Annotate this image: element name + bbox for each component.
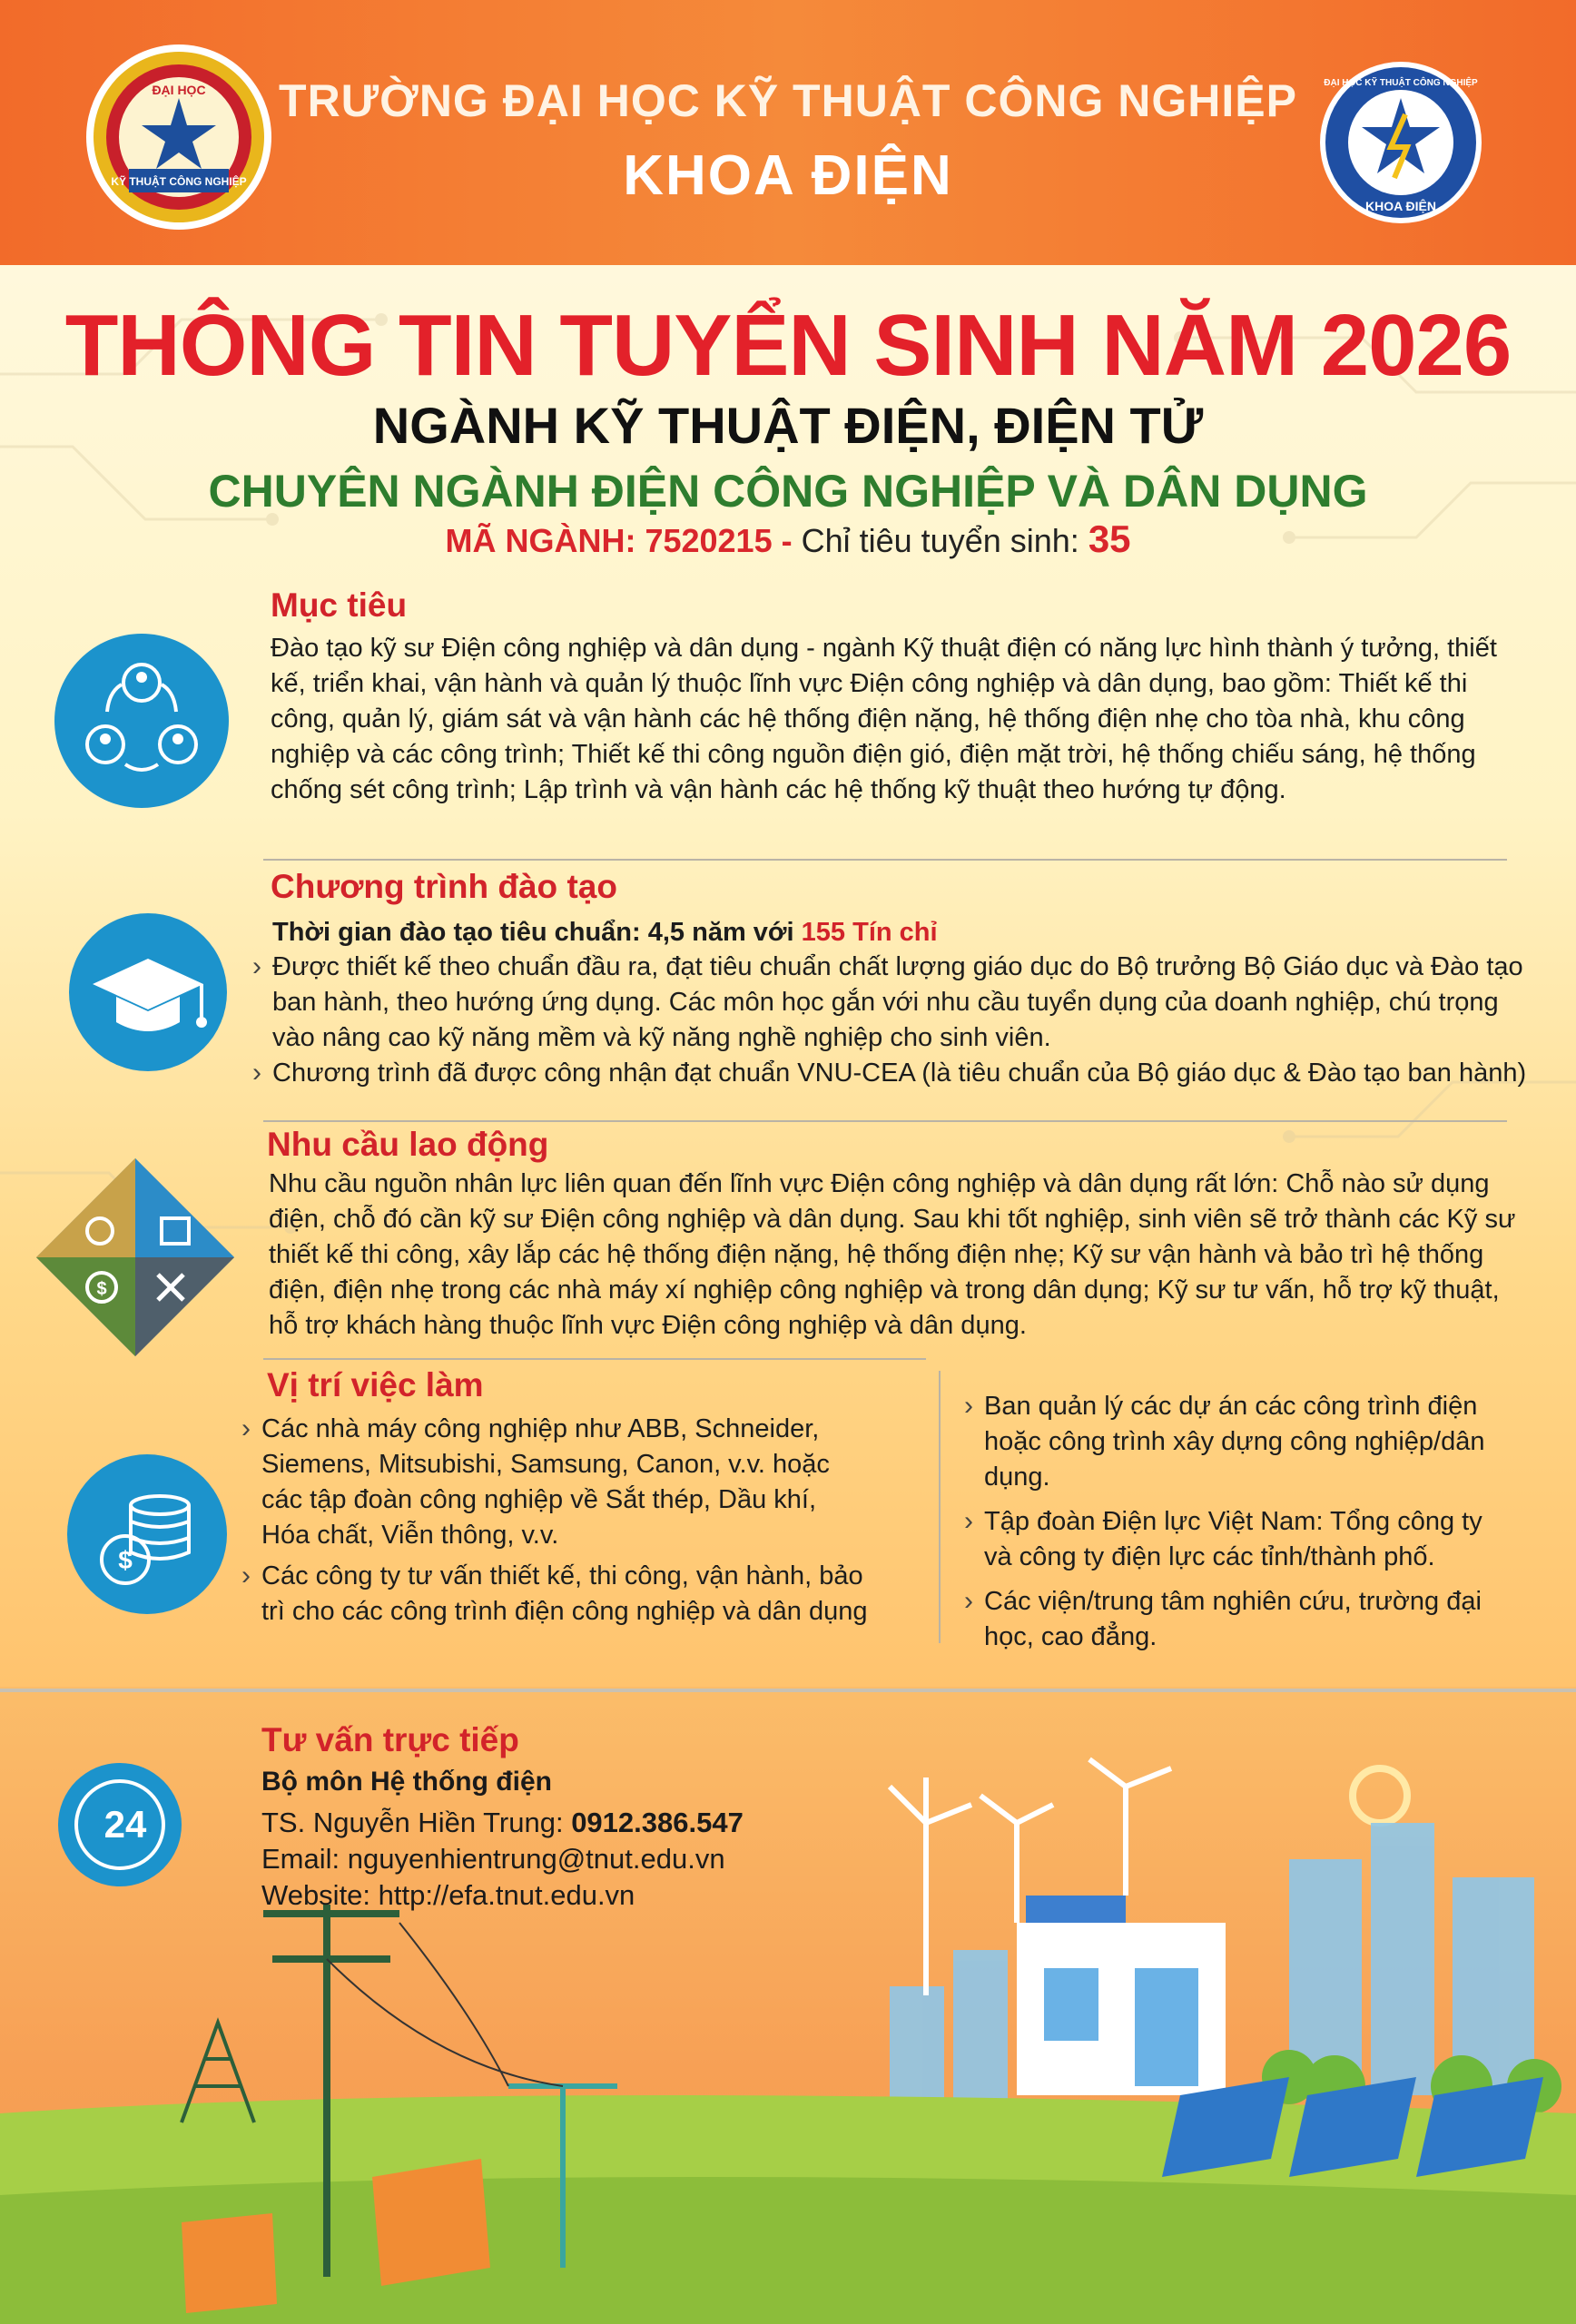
divider xyxy=(263,1120,1507,1122)
energy-city-illustration xyxy=(0,1687,1576,2324)
labor-text: Nhu cầu nguồn nhân lực liên quan đến lĩnh vực Điện công nghiệp và dân dụng rất lớn: Chỗ nào sử dụng điện, chỗ đó cần kỹ sư Điện công nghiệp và dân dụng. Sau khi tốt nghiệp, sinh viên sẽ trở thành các Kỹ sư thiết kế thi công, xây lắp các hệ thống điện nặng, hệ thống điện nhẹ; Kỹ sư vận hành và bảo trì hệ thống điện, điện nhẹ trong các nhà máy xí nghiệp công nghiệp và trong dân dụng; Kỹ sư tư vấn, hỗ trợ kỹ thuật, hỗ trợ khách hàng thuộc lĩnh vực Điện công nghiệp và dân dụng. xyxy=(269,1169,1516,1340)
specialization-title: CHUYÊN NGÀNH ĐIỆN CÔNG NGHIỆP VÀ DÂN DỤNG xyxy=(208,466,1368,517)
contact-department: Bộ môn Hệ thống điện xyxy=(261,1767,552,1797)
objective-heading: Mục tiêu xyxy=(271,586,408,624)
faculty-logo-icon xyxy=(1318,60,1483,225)
coins-icon xyxy=(65,1452,229,1616)
column-divider xyxy=(939,1371,941,1643)
divider xyxy=(263,859,1507,861)
contact-heading: Tư vấn trực tiếp xyxy=(261,1721,519,1758)
contact-phone[interactable]: 0912.386.547 xyxy=(571,1807,744,1838)
quota-label: Chỉ tiêu tuyển sinh: xyxy=(801,522,1079,559)
major-title: NGÀNH KỸ THUẬT ĐIỆN, ĐIỆN TỬ xyxy=(372,397,1204,454)
code-line xyxy=(0,517,1576,561)
svg-text:KHOA ĐIỆN: KHOA ĐIỆN xyxy=(1364,199,1437,213)
jobs-left: › Các nhà máy công nghiệp như ABB, Schneider, Siemens, Mitsubishi, Samsung, Canon, v.v. hoặc các tập đoàn công nghiệp về Sắt thép, Dầu khí, Hóa chất, Viễn thông, v.v. › Các công ty tư vấn thiết kế, thi công, vận hành, bảo trì cho các công trình điện công nghiệp và dân dụng xyxy=(241,1412,922,1630)
labor-diamond-icon xyxy=(36,1158,234,1356)
divider xyxy=(263,1358,926,1360)
jobs-right: › Ban quản lý các dự án các công trình điện hoặc công trình xây dựng công nghiệp/dân dụng. › Tập đoàn Điện lực Việt Nam: Tổng công ty và công ty điện lực các tỉnh/thành phố. › Các viện/trung tâm nghiên cứu, trường đại học, cao đẳng. xyxy=(964,1389,1545,1655)
labor-heading: Nhu cầu lao động xyxy=(267,1126,549,1163)
contact-website[interactable]: Website: http://efa.tnut.edu.vn xyxy=(261,1879,635,1911)
contact-email[interactable]: Email: nguyenhientrung@tnut.edu.vn xyxy=(261,1843,725,1875)
main-title: THÔNG TIN TUYỂN SINH NĂM 2026 xyxy=(64,297,1512,394)
svg-text:ĐẠI HỌC: ĐẠI HỌC xyxy=(152,83,206,97)
svg-text:ĐẠI HỌC KỸ THUẬT CÔNG NGHIỆP: ĐẠI HỌC KỸ THUẬT CÔNG NGHIỆP xyxy=(1324,78,1478,88)
program-credits: 155 Tín chỉ xyxy=(801,918,938,947)
major-code: MÃ NGÀNH: 7520215 - xyxy=(445,522,793,559)
header-band xyxy=(0,0,1576,265)
program-bullets: › Được thiết kế theo chuẩn đầu ra, đạt tiêu chuẩn chất lượng giáo dục do Bộ trưởng Bộ Giáo dục và Đào tạo ban hành, theo hướng ứng dụng. Các môn học gắn với nhu cầu tuyển dụng của doanh nghiệp, chú trọng vào nâng cao kỹ năng mềm và kỹ năng nghề nghiệp cho sinh viên. › Chương trình đã được công nhận đạt chuẩn VNU-CEA (là tiêu chuẩn của Bộ giáo dục & Đào tạo ban hành) xyxy=(252,950,1551,1091)
svg-text:$: $ xyxy=(118,1546,133,1574)
svg-text:$: $ xyxy=(96,1279,107,1299)
objective-text: Đào tạo kỹ sư Điện công nghiệp và dân dụng - ngành Kỹ thuật điện có năng lực hình thành ý tưởng, thiết kế, triển khai, vận hành và quản lý thuộc lĩnh vực Điện công nghiệp và dân dụng, bao gồm: Thiết kế thi công, quản lý, giám sát và vận hành các hệ thống điện nặng, hệ thống điện nhẹ cho tòa nhà, khu công nghiệp và các công trình; Thiết kế thi công nguồn điện gió, điện mặt trời, hệ thống chiếu sáng, hệ thống chống sét công trình; Lập trình và vận hành các hệ thống kỹ thuật theo hướng tự động. xyxy=(271,634,1497,804)
faculty-name: KHOA ĐIỆN xyxy=(623,144,953,207)
team-cycle-icon xyxy=(53,632,231,810)
quota-value: 35 xyxy=(1088,517,1131,560)
school-name: TRƯỜNG ĐẠI HỌC KỸ THUẬT CÔNG NGHIỆP xyxy=(279,75,1297,126)
jobs-heading: Vị trí việc làm xyxy=(267,1366,484,1403)
svg-text:KỸ THUẬT CÔNG NGHIỆP: KỸ THUẬT CÔNG NGHIỆP xyxy=(111,175,247,188)
contact-person: TS. Nguyễn Hiền Trung: 0912.386.547 xyxy=(261,1807,744,1838)
support-24-icon xyxy=(56,1761,183,1888)
graduation-cap-icon xyxy=(67,911,229,1073)
svg-text:24: 24 xyxy=(103,1803,147,1846)
program-heading: Chương trình đào tạo xyxy=(271,868,617,905)
program-duration: Thời gian đào tạo tiêu chuẩn: 4,5 năm với 155 Tín chỉ xyxy=(272,918,938,947)
